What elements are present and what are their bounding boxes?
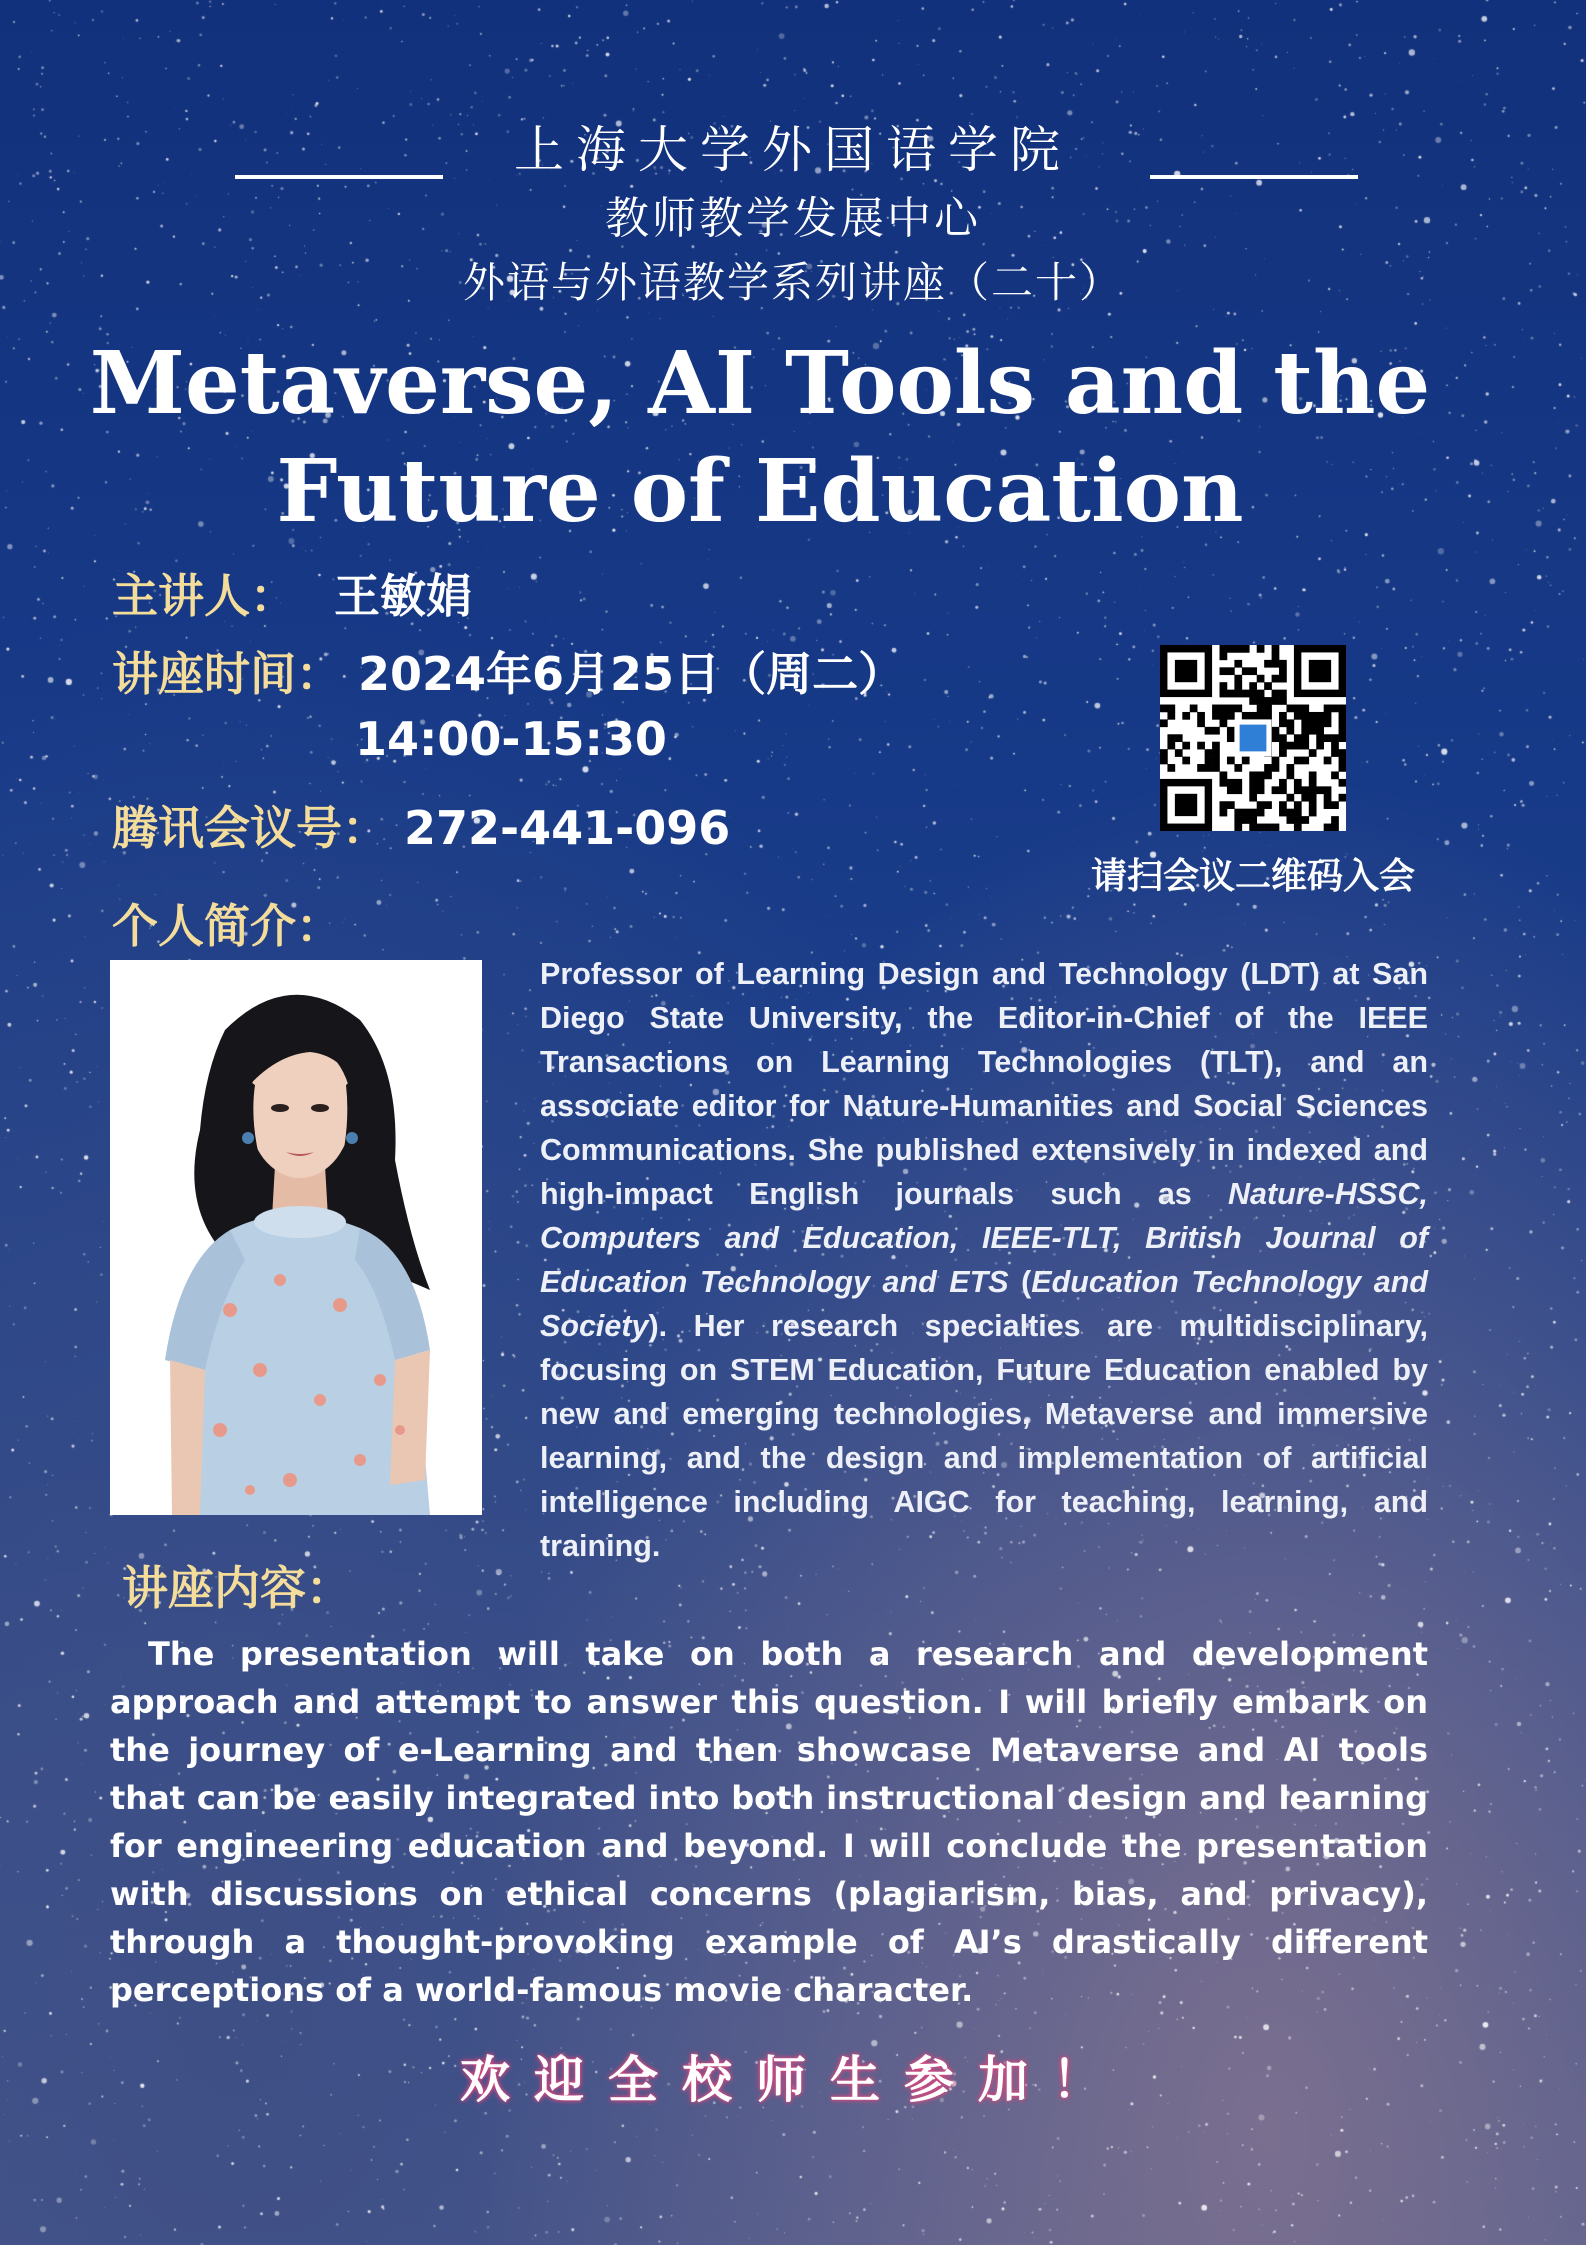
content-heading: 讲座内容： — [122, 1561, 352, 1615]
speaker-row — [112, 560, 472, 626]
meeting-qr-code[interactable] — [1160, 645, 1346, 831]
bio-paren: ( — [1008, 1265, 1032, 1299]
lecture-time: 14:00-15:30 — [355, 712, 667, 766]
lecture-date: 2024年6月25日（周二） — [358, 647, 905, 701]
speaker-name: 王敏娟 — [334, 569, 473, 623]
bio-text-part-2: ). Her research specialties are multidisciplinary, focusing on STEM Education, Future Education enabled by new and emerging technologies, Metaverse and immersive learning, and the design and implementation of artificial intelligence including AIGC for teaching, learning, and training. — [540, 1309, 1428, 1563]
qr-code-graphic — [1160, 645, 1346, 831]
school-name: 上海大学外国语学院 — [514, 121, 1072, 179]
title-line-2: Future of Education — [276, 441, 1244, 542]
lecture-title — [60, 330, 1460, 546]
bio-ets-full: Education Technology and Society — [540, 1265, 1429, 1343]
meeting-label: 腾讯会议号： — [112, 801, 388, 855]
lecture-series: 外语与外语教学系列讲座（二十） — [462, 258, 1123, 307]
title-line-1: Metaverse, AI Tools and the — [89, 333, 1431, 434]
bio-text-part-1: Professor of Learning Design and Technology (LDT) at San Diego State University, the Editor-in-Chief of the IEEE Transactions on Learning Technologies (TLT), and an associate editor for Nature-Humanities and Social Sciences Communications. She published extensively in indexed and high-impact English journals such as — [540, 957, 1428, 1211]
time-row — [112, 638, 904, 704]
time-label: 讲座时间： — [112, 647, 342, 701]
meeting-id: 272-441-096 — [404, 801, 731, 855]
speaker-label: 主讲人： — [112, 569, 296, 623]
welcome-message: 欢迎全校师生参加！ — [460, 2051, 1126, 2109]
center-name: 教师教学发展中心 — [605, 193, 981, 244]
meeting-row — [112, 792, 730, 858]
bio-journals: Nature-HSSC, Computers and Education, IEEE-TLT, British Journal of Education Technology and ETS — [540, 1177, 1428, 1299]
qr-caption: 请扫会议二维码入会 — [1090, 856, 1415, 897]
bio-heading: 个人简介： — [112, 899, 342, 953]
speaker-bio — [540, 952, 1428, 1568]
speaker-portrait-icon — [110, 960, 482, 1515]
lecture-abstract: The presentation will take on both a research and development approach and attempt to answer this question. I will briefly embark on the journey of e-Learning and then showcase Metaverse and AI tools that can be easily integrated into both instructional design and learning for engineering education and beyond. I will conclude the presentation with discussions on ethical concerns (plagiarism, bias, and privacy), through a thought-provoking example of AI’s drastically different perceptions of a world-famous movie character. — [110, 1635, 1428, 2009]
speaker-photo — [110, 960, 482, 1515]
